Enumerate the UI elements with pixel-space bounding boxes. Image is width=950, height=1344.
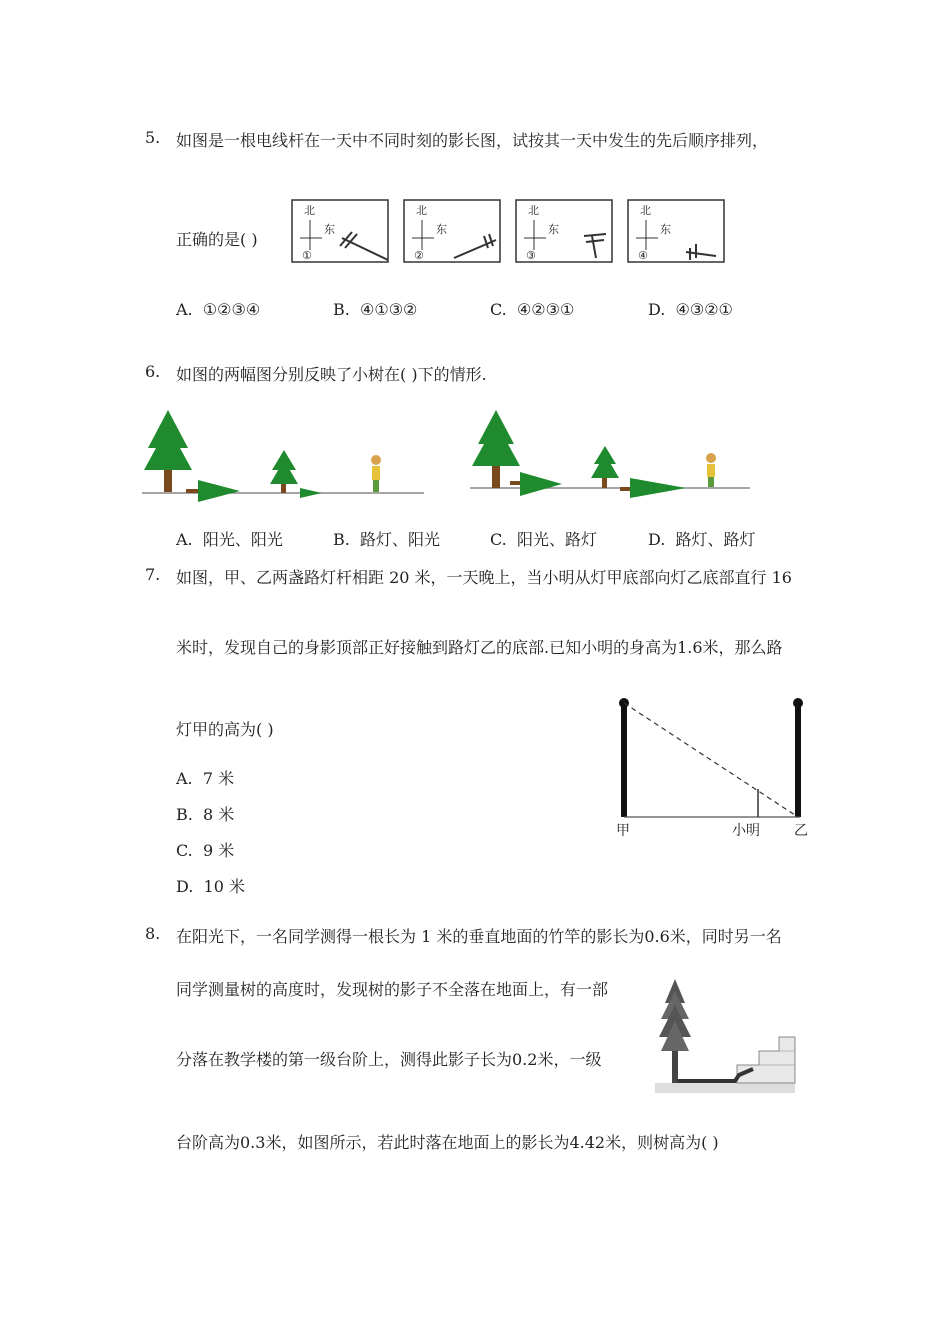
q5-panel-1-shadow <box>342 238 388 260</box>
q5-figure <box>290 198 730 268</box>
q7-line-3: 灯甲的高为( ) <box>176 720 274 739</box>
q5-panel-2-num: ② <box>414 249 424 262</box>
q5-option-a[interactable]: A. ①②③④ <box>176 300 261 319</box>
q5-panel-4-east: 东 <box>660 223 671 236</box>
q7-label-xiaoming: 小明 <box>732 823 760 839</box>
q7-option-c[interactable]: C. 9 米 <box>176 841 235 860</box>
q5-panel-1-east: 东 <box>324 223 335 236</box>
q6-number: 6. <box>145 362 161 381</box>
q6-option-b[interactable]: B. 路灯、阳光 <box>333 530 441 549</box>
q5-panel-2 <box>404 200 500 262</box>
q7-label-yi: 乙 <box>794 823 808 839</box>
q6-right-small-tree-shadow <box>630 478 686 498</box>
q7-light-ray <box>624 703 798 817</box>
q6-figure-right <box>470 408 755 508</box>
q5-number: 5. <box>145 128 161 147</box>
q5-panel-2-shadow <box>454 240 496 258</box>
q6-figure-left <box>142 408 427 508</box>
q5-panel-2-north: 北 <box>416 204 427 217</box>
q5-panel-1-num: ① <box>302 249 312 262</box>
q8-line-2: 同学测量树的高度时，发现树的影子不全落在地面上，有一部 <box>176 980 609 999</box>
q8-line-4: 台阶高为0.3米，如图所示，若此时落在地面上的影长为4.42米，则树高为( ) <box>176 1133 719 1152</box>
q6-option-a[interactable]: A. 阳光、阳光 <box>176 530 283 549</box>
q7-line-1: 如图，甲、乙两盏路灯杆相距 20 米，一天晚上，当小明从灯甲底部向灯乙底部直行 16 <box>176 568 792 587</box>
q8-figure <box>655 975 800 1100</box>
q7-line-2: 米时，发现自己的身影顶部正好接触到路灯乙的底部.已知小明的身高为1.6米，那么路 <box>176 638 783 657</box>
q5-panel-4 <box>628 200 724 262</box>
q5-panel-4-north: 北 <box>640 204 651 217</box>
q7-figure <box>610 695 820 845</box>
q5-option-d[interactable]: D. ④③②① <box>648 300 733 319</box>
q7-option-d[interactable]: D. 10 米 <box>176 877 245 896</box>
q7-option-a[interactable]: A. 7 米 <box>176 769 235 788</box>
q8-line-1: 在阳光下，一名同学测得一根长为 1 米的垂直地面的竹竿的影长为0.6米，同时另一名 <box>176 927 782 946</box>
q5-panel-3 <box>516 200 612 262</box>
q5-panel-4-num: ④ <box>638 249 648 262</box>
q5-panel-3-east: 东 <box>548 223 559 236</box>
q6-text: 如图的两幅图分别反映了小树在( )下的情形. <box>176 365 487 384</box>
q5-panel-3-num: ③ <box>526 249 536 262</box>
q6-option-d[interactable]: D. 路灯、路灯 <box>648 530 756 549</box>
q5-panel-3-north: 北 <box>528 204 539 217</box>
q5-text: 如图是一根电线杆在一天中不同时刻的影长图，试按其一天中发生的先后顺序排列， <box>176 131 769 150</box>
q5-text-2: 正确的是( ) <box>176 230 258 249</box>
q5-option-c[interactable]: C. ④②③① <box>490 300 575 319</box>
q5-panel-2-east: 东 <box>436 223 447 236</box>
q8-line-3: 分落在教学楼的第一级台阶上，测得此影子长为0.2米，一级 <box>176 1050 602 1069</box>
q7-number: 7. <box>145 565 161 584</box>
q7-label-jia: 甲 <box>616 823 630 839</box>
q5-panel-1 <box>292 200 388 262</box>
q5-panel-3-shadow <box>592 236 596 258</box>
q6-left-big-tree-shadow <box>198 480 240 502</box>
q6-right-big-tree-shadow <box>520 472 562 496</box>
q6-left-small-tree-shadow <box>300 488 322 498</box>
q5-panel-1-north: 北 <box>304 204 315 217</box>
q8-number: 8. <box>145 924 161 943</box>
q7-option-b[interactable]: B. 8 米 <box>176 805 235 824</box>
q6-option-c[interactable]: C. 阳光、路灯 <box>490 530 597 549</box>
q5-option-b[interactable]: B. ④①③② <box>333 300 418 319</box>
